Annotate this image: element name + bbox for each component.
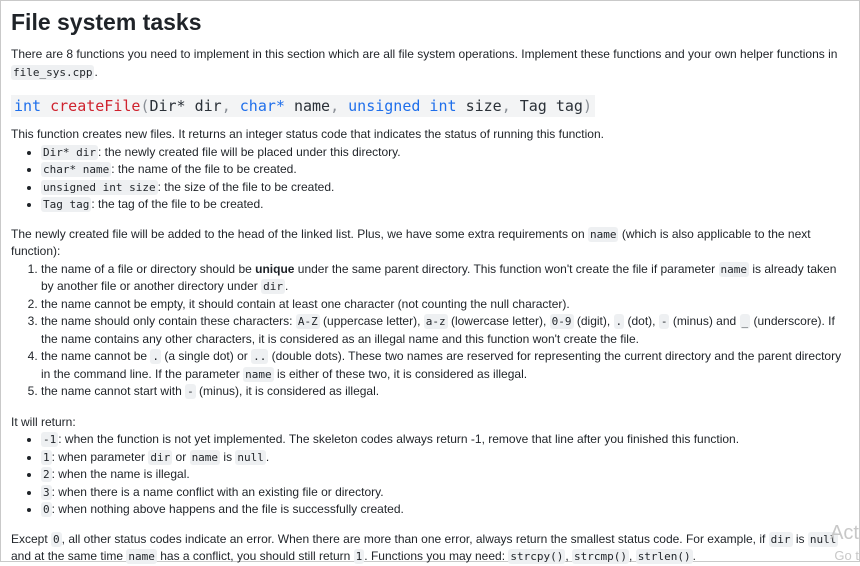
bold-text: unique (255, 261, 295, 276)
inline-code: name (720, 262, 748, 276)
list-text: is either of these two, it is considered as illegal. (273, 366, 528, 381)
paragraph-text: , (565, 549, 573, 563)
list-item (41, 296, 851, 314)
list-text: (minus), it is considered as illegal. (195, 384, 380, 398)
footer-paragraph (11, 531, 851, 566)
inline-code: _ (741, 315, 749, 328)
param-name: tag (555, 97, 583, 115)
paren: ) (582, 97, 592, 115)
inline-code: null (237, 450, 264, 464)
paragraph-text: The newly created file will be added to the head of the linked list. Plus, we have some extra requirements on (11, 226, 588, 241)
intro-paragraph (11, 46, 851, 81)
comma: , (501, 97, 511, 115)
list-text: or (172, 449, 190, 464)
param-type: unsigned int (348, 97, 457, 115)
list-text: (uppercase letter), (319, 314, 424, 328)
inline-code: strcpy() (510, 550, 564, 563)
inline-code: 1 (355, 550, 363, 563)
inline-code: . (152, 350, 160, 363)
list-text: the name cannot be (41, 349, 151, 363)
list-item (41, 501, 851, 519)
list-text: : the size of the file to be created. (157, 179, 335, 194)
list-item (41, 161, 851, 179)
list-text: : the name of the file to be created. (111, 162, 297, 176)
inline-code: unsigned int size (43, 180, 156, 194)
list-item (41, 179, 851, 197)
inline-code: strlen() (637, 550, 691, 563)
intro-text: . (94, 64, 98, 79)
param-name: size (465, 97, 502, 115)
requirements-list (11, 261, 851, 401)
inline-code: - (660, 315, 668, 328)
list-text: : the newly created file will be placed under this directory. (97, 144, 401, 159)
param-type: Dir* (149, 97, 186, 115)
activation-watermark: Act (830, 522, 859, 544)
function-signature (11, 95, 595, 117)
inline-code: dir (263, 280, 283, 293)
requirements-intro (11, 226, 851, 261)
param-name: dir (194, 97, 222, 115)
return-type: int (14, 97, 42, 115)
inline-code: file_sys.cpp (13, 65, 93, 79)
list-item (41, 196, 851, 214)
list-item (41, 449, 851, 467)
list-text: the name cannot be empty, it should contain at least one character (not counting the null character). (41, 296, 570, 311)
inline-code: Tag tag (43, 198, 90, 211)
param-list (11, 144, 851, 214)
paragraph-text: , all other status codes indicate an error. When there are more than one error, always return the smallest status code. For example, if (61, 531, 769, 546)
inline-code: - (187, 385, 194, 398)
list-item (41, 313, 851, 348)
paragraph-text: Except (11, 531, 52, 546)
inline-code: name (191, 450, 219, 464)
inline-code: -1 (43, 433, 57, 446)
description-paragraph: This function creates new files. It returns an integer status code that indicates the status of running this function. (11, 127, 604, 141)
list-text: under the same parent directory. This function won't create the file if parameter (294, 261, 719, 276)
list-text: the name of a file or directory should be (41, 261, 256, 276)
list-text: is (220, 449, 236, 464)
inline-code: A-Z (297, 315, 318, 328)
list-text: : when the function is not yet implemented. The skeleton codes always return -1, remove that line after you finished this function. (58, 432, 740, 446)
list-text: . (285, 279, 289, 293)
inline-code: 2 (43, 468, 50, 481)
paragraph-text: is (792, 531, 808, 546)
intro-text: There are 8 functions you need to implement in this section which are all file system operations. Implement these functions and your own helper functions in (11, 47, 838, 61)
paragraph-text: (which is also applicable to the next function): (11, 226, 811, 258)
inline-code: null (809, 532, 837, 546)
list-text: (digit), (573, 314, 614, 328)
paragraph-text: , (629, 549, 636, 563)
list-item (41, 144, 851, 162)
inline-code: dir (770, 532, 791, 546)
list-item (41, 466, 851, 484)
inline-code: name (128, 550, 155, 563)
inline-code: strcmp() (574, 550, 628, 563)
list-text: . (265, 449, 270, 464)
inline-code: a-z (425, 315, 446, 328)
list-item (41, 348, 851, 383)
function-name: createFile (50, 97, 141, 115)
inline-code: .. (253, 350, 267, 363)
list-text: : when parameter (51, 449, 149, 464)
paragraph-text: . Functions you may need: (364, 549, 509, 563)
param-name: name (293, 97, 331, 115)
param-type: char* (239, 97, 285, 115)
returns-list (11, 431, 851, 519)
param-type: Tag (519, 97, 547, 115)
inline-code: 0 (43, 503, 50, 516)
inline-code: Dir* dir (43, 145, 96, 159)
inline-code: 1 (43, 450, 50, 464)
list-text: (a single dot) or (161, 349, 252, 363)
inline-code: 3 (43, 485, 50, 499)
inline-code: name (245, 367, 272, 381)
inline-code: char* name (43, 163, 110, 176)
list-item (41, 431, 851, 449)
paren: ( (140, 97, 150, 115)
inline-code: . (615, 315, 623, 328)
activation-watermark-sub: Go t (834, 548, 859, 563)
list-text: is already taken by another file or another directory under (41, 261, 837, 293)
list-item (41, 383, 851, 401)
paragraph-text: and at the same time (11, 549, 127, 563)
list-text: : when nothing above happens and the file is successfully created. (51, 502, 404, 516)
returns-intro: It will return: (11, 414, 76, 429)
list-text: the name should only contain these characters: (41, 314, 296, 328)
list-text: (underscore). If the name contains any other characters, it is considered as an illegal name and this function won't create the file. (41, 314, 835, 346)
list-item (41, 261, 851, 296)
inline-code: 0-9 (551, 315, 572, 328)
paragraph-text: has a conflict, you should still return (156, 549, 354, 563)
list-text: the name cannot start with (41, 384, 186, 398)
document-page (1, 1, 859, 566)
list-text: : when the name is illegal. (51, 467, 190, 481)
paragraph-text: . (692, 549, 697, 563)
list-text: (dot), (624, 314, 659, 328)
list-text: (minus) and (669, 314, 740, 328)
inline-code: 0 (53, 532, 60, 546)
list-text: : the tag of the file to be created. (91, 197, 264, 211)
inline-code: dir (150, 450, 171, 464)
list-text: : when there is a name conflict with an existing file or directory. (51, 484, 384, 499)
comma: , (330, 97, 340, 115)
page-title: File system tasks (11, 9, 202, 35)
list-item (41, 484, 851, 502)
list-text: (double dots). These two names are reserved for representing the current directory and the parent directory in the command line. If the parameter (41, 349, 842, 381)
inline-code: name (589, 227, 617, 241)
list-text: (lowercase letter), (447, 314, 550, 328)
comma: , (221, 97, 231, 115)
